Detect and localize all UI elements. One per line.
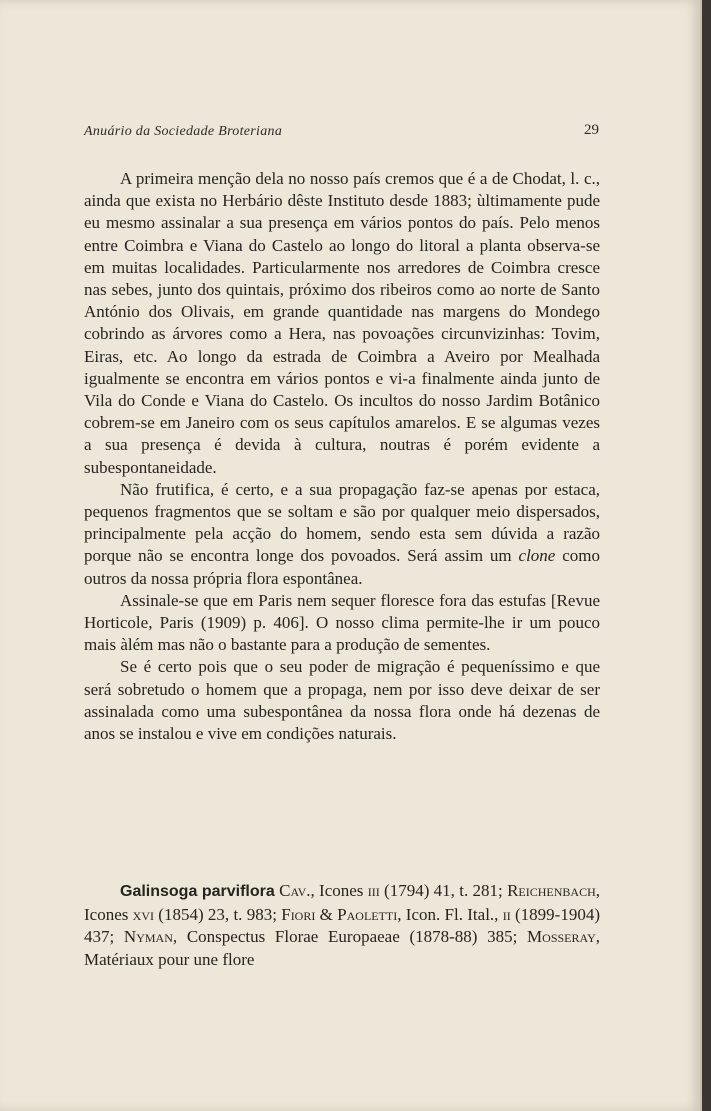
running-title: Anuário da Sociedade Broteriana xyxy=(84,124,283,139)
reference-text: , Icon. Fl. Ital., xyxy=(397,904,503,924)
volume-number: ii xyxy=(502,904,511,924)
author-name: Cav. xyxy=(279,881,311,900)
page-header xyxy=(84,122,599,140)
reference-text: (1794) 41, t. 281; xyxy=(379,881,508,900)
reference-text: , Icones xyxy=(310,881,368,900)
page-number: 29 xyxy=(584,122,599,138)
reference-text: , Conspectus Florae Europaeae (1878-88) 385; xyxy=(172,927,528,946)
author-name: Reichenbach xyxy=(507,881,596,900)
paragraph-2-text-a: Não frutifica, é certo, e a sua propagação faz-se apenas por estaca, pequenos fragmentos que se soltam e são por qualquer meio dispersados, principalmente pela acção do homem, sendo esta sem dúvida a razão porque não se encontra longe dos povoados. Será assim um xyxy=(84,479,600,566)
author-name: Nyman xyxy=(123,927,173,946)
italic-term: clone xyxy=(518,546,556,566)
volume-number: xvi xyxy=(132,904,154,924)
volume-number: iii xyxy=(367,881,380,900)
paragraph-3: Assinale-se que em Paris nem sequer floresce fora das estufas [Revue Horticole, Paris (1909) p. 406]. O nosso clima permite-lhe ir um pouco mais àlém mas não o bastante para a produção de sementes. xyxy=(84,590,600,655)
reference-text: , Icones xyxy=(84,881,600,924)
author-name: Fiori & Paoletti xyxy=(281,904,398,924)
reference-text: (1899-1904) 437; xyxy=(84,904,600,946)
paragraph-2 xyxy=(84,479,600,590)
author-name: Mosseray xyxy=(527,927,596,946)
reference-text: , Matériaux pour une flore xyxy=(84,927,600,969)
species-name: Galinsoga parviflora xyxy=(120,883,275,900)
paragraph-4: Se é certo pois que o seu poder de migração é pequeníssimo e que será sobretudo o homem que a propaga, nem por isso deve deixar de ser assinalada como uma subespontânea da nossa flora onde há dezenas de anos se instalou e vive em condições naturais. xyxy=(84,657,600,744)
body-text xyxy=(84,168,600,745)
reference-text: (1854) 23, t. 983; xyxy=(154,904,282,924)
species-entry xyxy=(84,880,600,971)
paragraph-2-text-b: como outros da nossa própria flora espontânea. xyxy=(84,546,600,588)
paragraph-1: A primeira menção dela no nosso país cremos que é a de Chodat, l. c., ainda que exista no Herbário dêste Instituto desde 1883; ùltimamente pude eu mesmo assinalar a sua presença em vários pontos do país. Pelo menos entre Coimbra e Viana do Castelo ao longo do litoral a planta observa-se em muitas localidades. Particularmente nos arredores de Coimbra cresce nas sebes, junto dos quintais, próximo dos ribeiros como ao norte de Santo António dos Olivais, em grande quantidade nas margens do Mondego cobrindo as árvores como a Hera, nas povoações circunvizinhas: Tovim, Eiras, etc. Ao longo da estrada de Coimbra a Aveiro por Mealhada igualmente se encontra em vários pontos e vi-a finalmente ainda junto de Vila do Conde e Viana do Castelo. Os incultos do nosso Jardim Botânico cobrem-se em Janeiro com os seus capítulos amarelos. E se algumas vezes a sua presença é devida à cultura, noutras é porém evidente a subespontaneidade. xyxy=(84,169,600,477)
